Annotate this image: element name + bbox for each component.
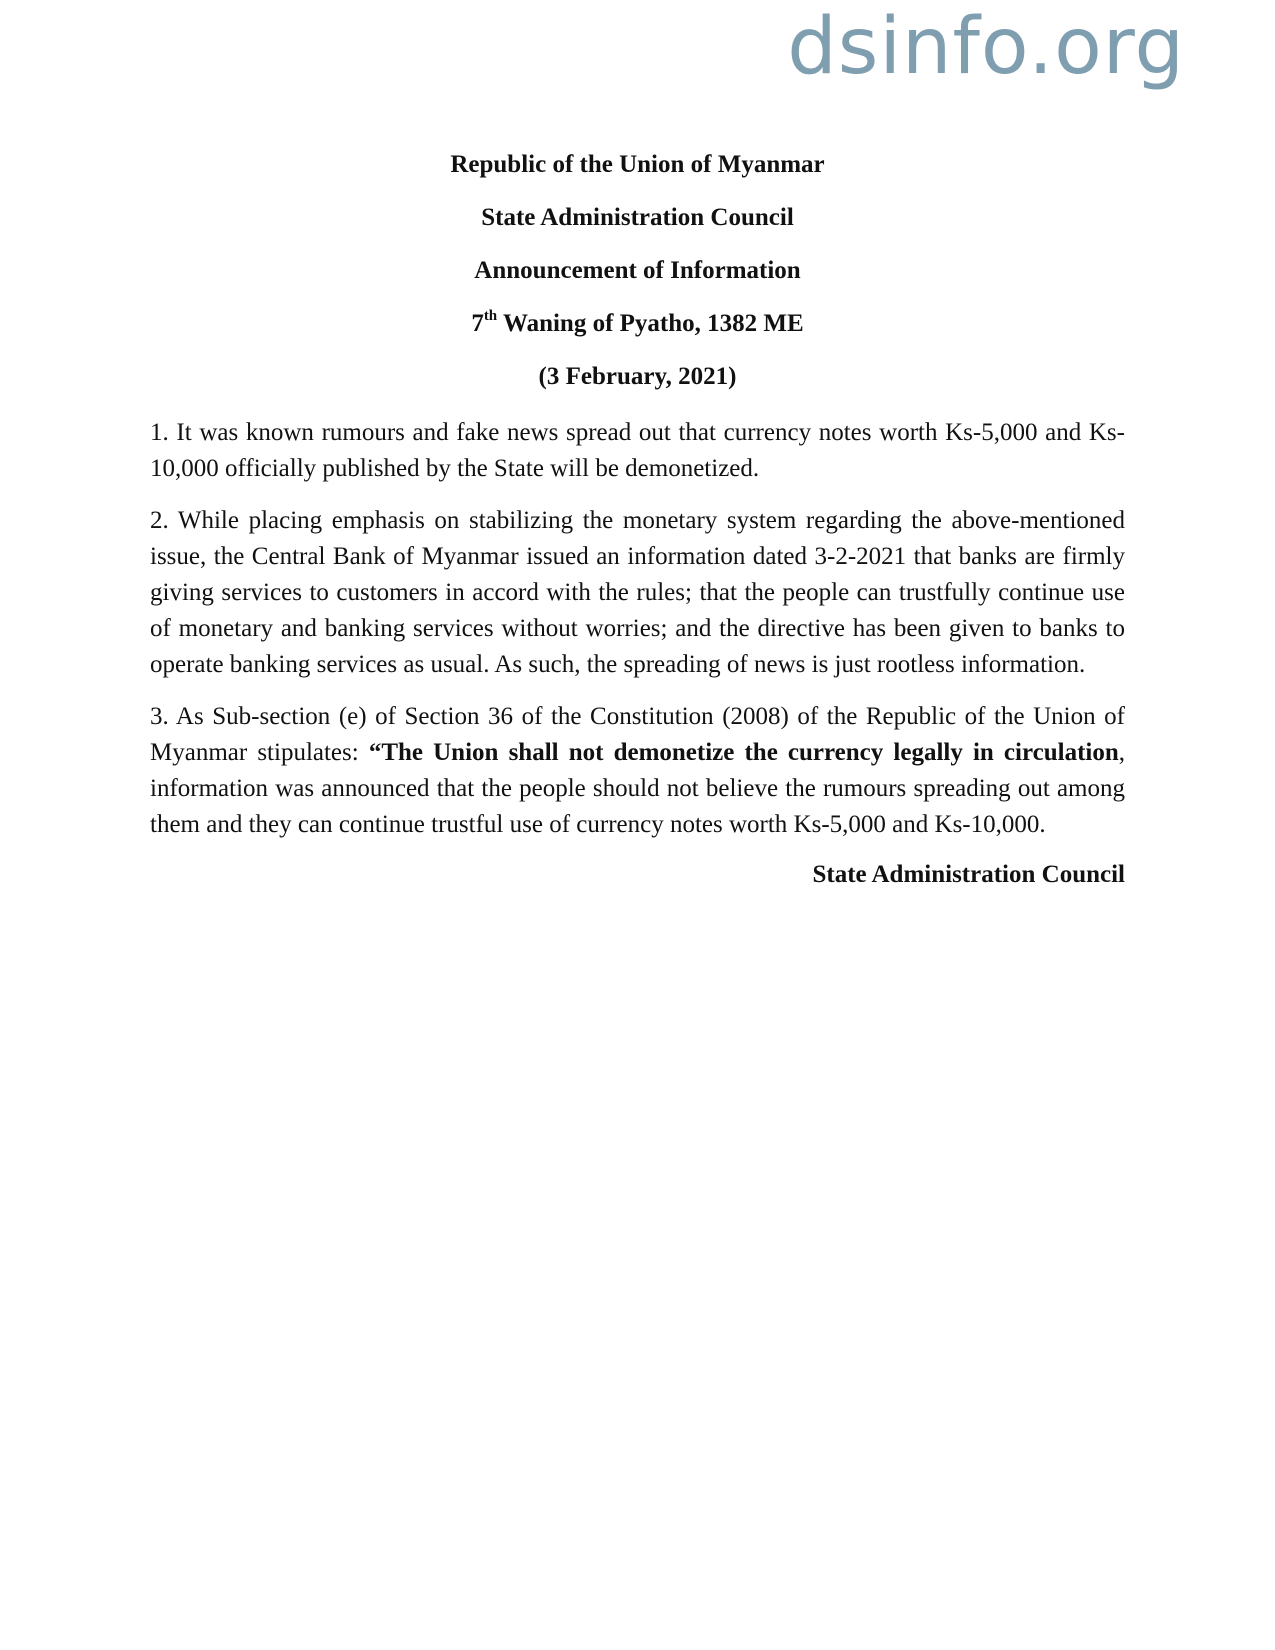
header-title: Announcement of Information — [474, 257, 801, 284]
paragraph-2: 2. While placing emphasis on stabilizing the monetary system regarding the above-mentioned issue, the Central Bank of Myanmar issued an information dated 3-2-2021 that banks are firmly giving services to customers in accord with the rules; that the people can trustfully continue use of monetary and banking services without worries; and the directive has been given to banks to operate banking services as usual. As such, the spreading of news is just rootless information. — [150, 507, 1125, 678]
document — [150, 150, 1125, 891]
paragraph-3 — [150, 699, 1125, 843]
header-country: Republic of the Union of Myanmar — [450, 151, 825, 178]
date-ordinal-suffix: th — [483, 307, 498, 324]
paragraph-1: 1. It was known rumours and fake news spread out that currency notes worth Ks-5,000 and Ks-10,000 officially published by the State will be demonetized. — [150, 419, 1125, 482]
date-rest: Waning of Pyatho, 1382 ME — [497, 310, 804, 337]
watermark-logo: dsinfo.org — [787, 2, 1185, 92]
date-day: 7 — [471, 310, 484, 337]
header-date-gregorian: (3 February, 2021) — [538, 363, 737, 390]
paragraph-3-rest: , information was announced that the people should not believe the rumours spreading out among them and they can continue trustful use of currency notes worth Ks-5,000 and Ks-10,000. — [150, 739, 1125, 838]
paragraph-3-intro: 3. As Sub-section (e) of Section 36 of the Constitution (2008) of the Republic of the Union of Myanmar stipulates: — [150, 703, 1125, 766]
header-council: State Administration Council — [481, 204, 794, 231]
signature: State Administration Council — [812, 861, 1125, 888]
paragraph-3-quote: “The Union shall not demonetize the currency legally in circulation — [368, 739, 1119, 766]
header-date-myanmar — [150, 309, 1125, 339]
